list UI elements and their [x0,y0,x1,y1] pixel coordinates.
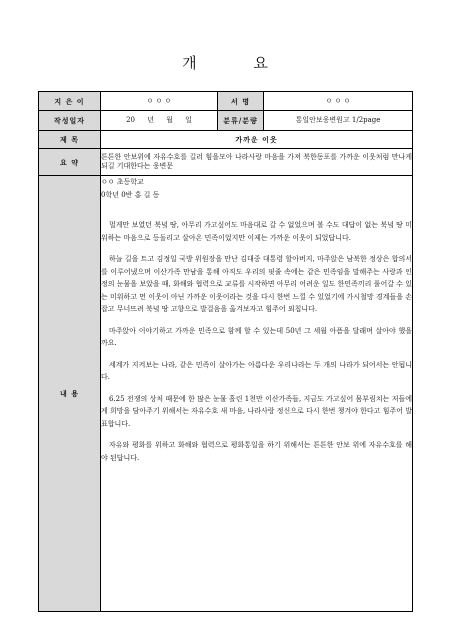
category-label: 분류/분량 [218,111,264,131]
category-value: 통일안보웅변원고 1/2page [264,111,413,131]
subject-label: 제 목 [39,131,101,149]
paragraph: 멀게만 보였던 북녘 땅, 아무리 가고싶어도 마음대로 갈 수 없었으며 볼 수도 대답이 없는 북녘 땅 미워하는 마음으로 등돌리고 살아온 민족이었지만 이제는 가까운 이웃이 되었답니다. [101,221,412,242]
summary-value: 튼튼한 안보위에 자유수호를 길러 힘을모아 나라사랑 마음을 가져 북한동포를 가까운 이웃처럼 만나게 되길 기대한다는 웅변문 [101,149,413,176]
content-row [39,176,413,612]
paragraph: 6.25 전쟁의 상처 때문에 한 많은 눈물 흘린 1천만 이산가족들, 지금도 가고싶어 몸부림치는 저들에게 희망을 담아주기 위해서는 자유수호 새 마음, 나라사랑 정신으로 다시 한번 챙겨야 한다고 힘주어 발표합니다. [101,394,412,428]
content-body [101,176,413,612]
author-info [101,176,412,202]
page-title: 개 요 [182,54,294,72]
overview-form-table [38,91,413,612]
author-value: ㅇ ㅇ ㅇ [101,92,218,111]
signature-value: ㅇ ㅇ ㅇ [264,92,413,111]
paragraph: 마주앉아 이야기하고 가까운 민족으로 함께 할 수 있는데 50년 그 세월 아픔을 달래며 살아야 했을까요. [101,326,412,347]
signature-label: 서 명 [218,92,264,111]
subject-row [39,131,413,149]
content-label: 내 용 [39,176,101,612]
paragraph: 하늘 길을 트고 김정일 국방 위원장을 만난 김대중 대통령 할아버지, 마주앉은 남북한 정상은 합의서를 이루어냈으며 이산가족 만남을 통해 아직도 우리의 핏줄 속에는 같은 민족임을 말해주는 사랑과 인정의 눈물을 보았을 때, 화해와 협력으로 교류를 시작하면 아무리 어려운 일도 한민족끼리 풀어갈 수 있는 미워하고 먼 이웃이 아닌 가까운 이웃이라는 것을 다시 한번 느낄 수 있었기에 가시철망 경계들을 손잡고 무너뜨려 북녘 땅 고향으로 발걸음을 옮겨보자고 힘주어 외칩니다. [101,255,412,313]
paragraph: 세계가 지켜보는 나라, 같은 민족이 살아가는 아름다운 우리나라는 두 개의 나라가 되어서는 안됩니다. [101,360,412,381]
school-name: ㅇㅇ 초등학교 [101,178,144,186]
summary-row [39,149,413,176]
author-label: 지 은 이 [39,92,101,111]
author-row [39,92,413,111]
date-row [39,111,413,131]
summary-label: 요 약 [39,149,101,176]
paragraph: 자유와 평화를 위하고 화해와 협력으로 평화통일을 하기 위해서는 튼튼한 안보 위에 자유수호를 해야 된답니다. [101,441,412,462]
subject-value: 가까운 이웃 [101,131,413,149]
date-label: 작성일자 [39,111,101,131]
student-name: 0학년 0반 홍 길 동 [101,191,160,199]
date-value: 20 년 월 일 [101,111,218,131]
